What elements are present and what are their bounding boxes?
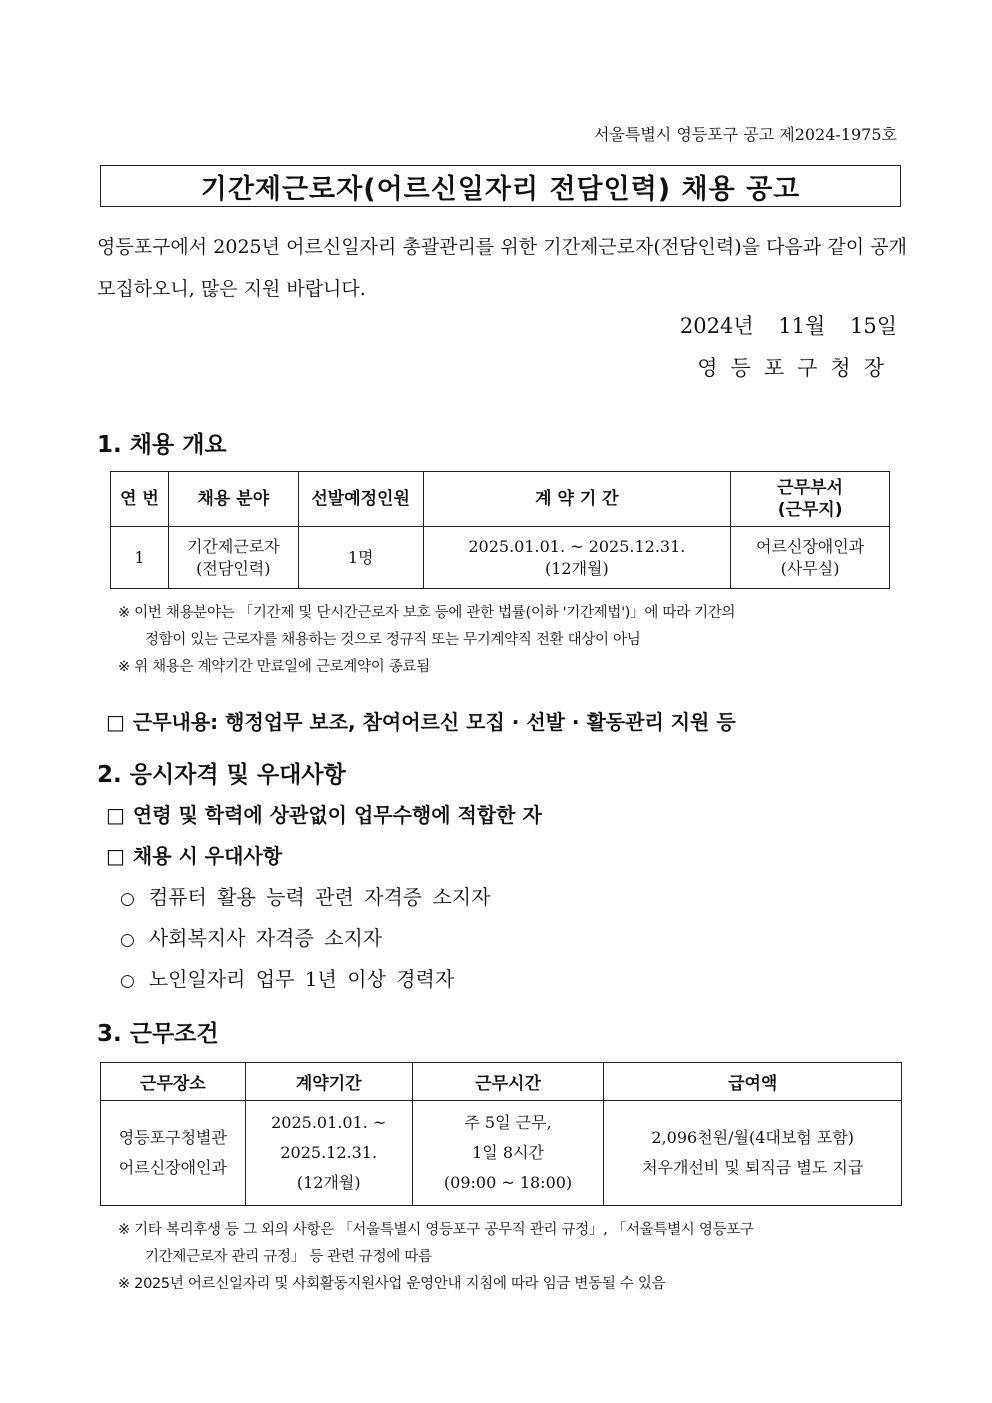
checkbox-square-icon: □ <box>106 710 125 734</box>
announcement-date: 2024년 11월 15일 <box>679 314 897 338</box>
note-line: 정함이 있는 근로자를 채용하는 것으로 정규직 또는 무기계약직 전환 대상이 아님 <box>145 632 641 648</box>
work-conditions-table <box>100 1062 902 1206</box>
intro-paragraph: 영등포구에서 2025년 어르신일자리 총괄관리를 위한 기간제근로자(전담인력)을 다음과 같이 공개 모집하오니, 많은 지원 바랍니다. <box>97 236 907 300</box>
table-row <box>111 527 890 589</box>
table-cell: 2025.01.01. ~ 2025.12.31. (12개월) <box>423 527 731 589</box>
preference-heading-text: 채용 시 우대사항 <box>132 844 283 868</box>
qualification-item <box>106 799 542 828</box>
note-line: ※ 위 채용은 계약기간 만료일에 근로계약이 종료됨 <box>118 659 430 675</box>
qualification-text: 연령 및 학력에 상관없이 업무수행에 적합한 자 <box>132 803 542 827</box>
circle-bullet-icon: ○ <box>120 971 135 991</box>
header-cell: 근무장소 <box>101 1063 246 1101</box>
recruitment-overview-table <box>110 471 890 589</box>
preference-text: 컴퓨터 활용 능력 관련 자격증 소지자 <box>148 885 491 909</box>
preference-heading-item <box>106 840 282 869</box>
table-cell: 2,096천원/월(4대보험 포함) 처우개선비 및 퇴직금 별도 지급 <box>604 1101 902 1206</box>
note-line: ※ 기타 복리후생 등 그 외의 사항은 「서울특별시 영등포구 공무직 관리 규정」, 「서울특별시 영등포구 <box>118 1222 754 1238</box>
checkbox-square-icon: □ <box>106 844 125 868</box>
conditions-notes <box>118 1217 754 1298</box>
table-cell: 영등포구청별관 어르신장애인과 <box>101 1101 246 1206</box>
preference-text: 노인일자리 업무 1년 이상 경력자 <box>148 967 455 991</box>
header-cell: 연 번 <box>111 472 169 527</box>
page-title: 기간제근로자(어르신일자리 전담인력) 채용 공고 <box>100 165 901 207</box>
circle-bullet-icon: ○ <box>120 889 135 909</box>
preference-item <box>120 881 490 910</box>
checkbox-square-icon: □ <box>106 803 125 827</box>
work-content-item <box>106 706 736 735</box>
note-line: ※ 이번 채용분야는 「기간제 및 단시간근로자 보호 등에 관한 법률(이하 '기간제법')」에 따라 기간의 <box>118 605 736 621</box>
preference-text: 사회복지사 자격증 소지자 <box>148 926 383 950</box>
work-content-text: 근무내용: 행정업무 보조, 참여어르신 모집 · 선발 · 활동관리 지원 등 <box>132 710 736 734</box>
notice-number: 서울특별시 영등포구 공고 제2024-1975호 <box>593 125 897 144</box>
overview-notes <box>118 600 735 681</box>
header-cell: 근무부서 (근무지) <box>731 472 890 527</box>
circle-bullet-icon: ○ <box>120 930 135 950</box>
preference-item <box>120 922 382 951</box>
header-cell: 근무시간 <box>412 1063 604 1101</box>
table-cell: 주 5일 근무, 1일 8시간 (09:00 ~ 18:00) <box>412 1101 604 1206</box>
note-line: ※ 2025년 어르신일자리 및 사회활동지원사업 운영안내 지침에 따라 임금 변동될 수 있음 <box>118 1276 666 1292</box>
section-title-overview: 1. 채용 개요 <box>97 432 227 458</box>
header-cell: 채용 분야 <box>168 472 298 527</box>
table-cell: 1 <box>111 527 169 589</box>
header-cell: 계 약 기 간 <box>423 472 731 527</box>
table-cell: 기간제근로자 (전담인력) <box>168 527 298 589</box>
section-title-conditions: 3. 근무조건 <box>97 1021 219 1047</box>
preference-item <box>120 963 454 992</box>
header-cell: 선발예정인원 <box>298 472 423 527</box>
note-line: 기간제근로자 관리 규정」 등 관련 규정에 따름 <box>145 1249 432 1265</box>
header-cell: 계약기간 <box>245 1063 412 1101</box>
table-cell: 1명 <box>298 527 423 589</box>
table-header-row <box>111 472 890 527</box>
section-title-qualifications: 2. 응시자격 및 우대사항 <box>97 762 346 788</box>
table-row <box>101 1101 902 1206</box>
issuing-office: 영등포구청장 <box>697 356 897 380</box>
table-cell: 2025.01.01. ~ 2025.12.31. (12개월) <box>245 1101 412 1206</box>
table-cell: 어르신장애인과 (사무실) <box>731 527 890 589</box>
table-header-row <box>101 1063 902 1101</box>
header-cell: 급여액 <box>604 1063 902 1101</box>
